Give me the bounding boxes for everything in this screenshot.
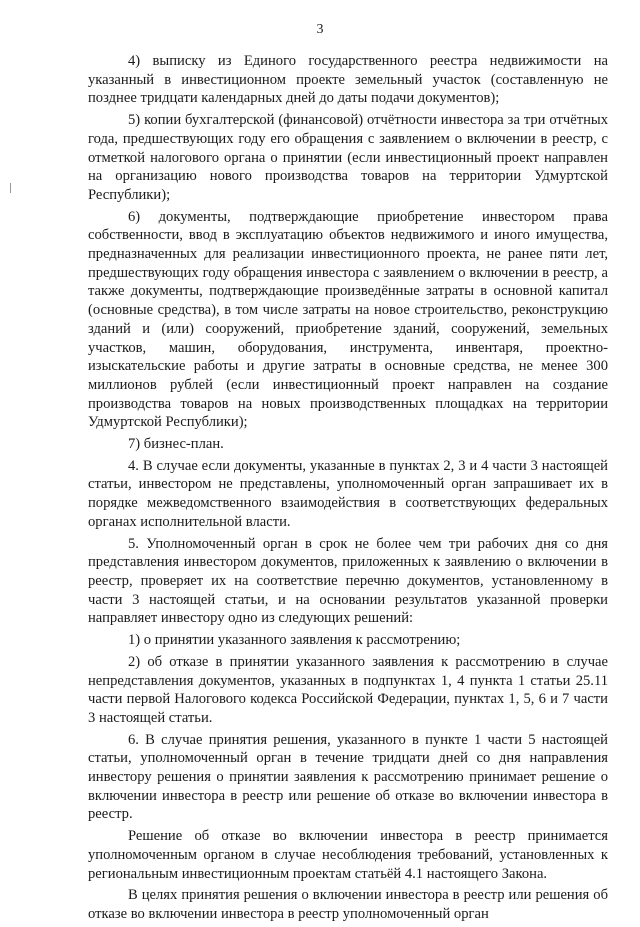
refusal-paragraph: Решение об отказе во включении инвестора в реестр принимается уполномоченным органом в случае несоблюдения требований, установленных к региональным инвестиционным проектам статьёй 4.1 настоящего Закона. — [88, 828, 608, 882]
item-7-paragraph: 7) бизнес-план. — [128, 436, 224, 453]
page-number: 3 — [316, 22, 324, 37]
part-4-paragraph: 4. В случае если документы, указанные в пунктах 2, 3 и 4 части 3 настоящей статьи, инвестором не представлены, уполномоченный орган запрашивает их в порядке межведомственного взаимодействия в соответствующих федеральных органах исполнительной власти. — [88, 457, 608, 530]
decision-2-paragraph: 2) об отказе в принятии указанного заявления к рассмотрению в случае непредставления документов, указанных в подпунктах 1, 4 пункта 1 статьи 25.11 части первой Налогового кодекса Российской Федерации, пунктах 1, 5, 6 и 7 части 3 настоящей статьи. — [88, 653, 608, 726]
part-5-paragraph: 5. Уполномоченный орган в срок не более чем три рабочих дня со дня представления инвестором документов, приложенных к заявлению о включении в реестр, проверяет их на соответствие перечню документов, установленному в части 3 настоящей статьи, и на основании результатов указанной проверки направляет инвестору одно из следующих решений: — [88, 535, 608, 627]
final-paragraph: В целях принятия решения о включении инвестора в реестр или решения об отказе во включении инвестора в реестр уполномоченный орган — [88, 887, 608, 922]
item-6-paragraph: 6) документы, подтверждающие приобретение инвестором права собственности, ввод в эксплуатацию объектов недвижимого и иного имущества, предназначенных для реализации инвестиционного проекта, не ранее пяти лет, предшествующих году обращения инвестора с заявлением о включении в реестр, а также документы, подтверждающие произведённые затраты в основной капитал (основные средства), в том числе затраты на новое строительство, реконструкцию зданий и (или) сооружений, приобретение зданий, сооружений, земельных участков, машин, оборудования, инструмента, инвентаря, проектно-изыскательские работы и другие затраты в основные средства, не менее 300 миллионов рублей (если инвестиционный проект направлен на создание производства товаров на новых производственных площадках на территории Удмуртской Республики); — [88, 208, 608, 431]
item-4-paragraph: 4) выписку из Единого государственного реестра недвижимости на указанный в инвестиционном проекте земельный участок (составленную не позднее тридцати календарных дней до даты подачи документов); — [88, 53, 608, 107]
part-6-paragraph: 6. В случае принятия решения, указанного в пункте 1 части 5 настоящей статьи, уполномоченный орган в течение тридцати дней со дня направления инвестору решения о принятии заявления к рассмотрению принимает решение о включении инвестора в реестр или решение об отказе во включении инвестора в реестр. — [88, 731, 608, 823]
decision-1-paragraph: 1) о принятии указанного заявления к рассмотрению; — [128, 632, 461, 649]
margin-mark — [10, 183, 11, 193]
item-5-paragraph: 5) копии бухгалтерской (финансовой) отчётности инвестора за три отчётных года, предшествующих году его обращения с заявлением о включении в реестр, с отметкой налогового органа о принятии (если инвестиционный проект направлен на организацию нового производства товаров на территории Удмуртской Республики); — [88, 112, 608, 203]
document-body — [88, 52, 608, 927]
